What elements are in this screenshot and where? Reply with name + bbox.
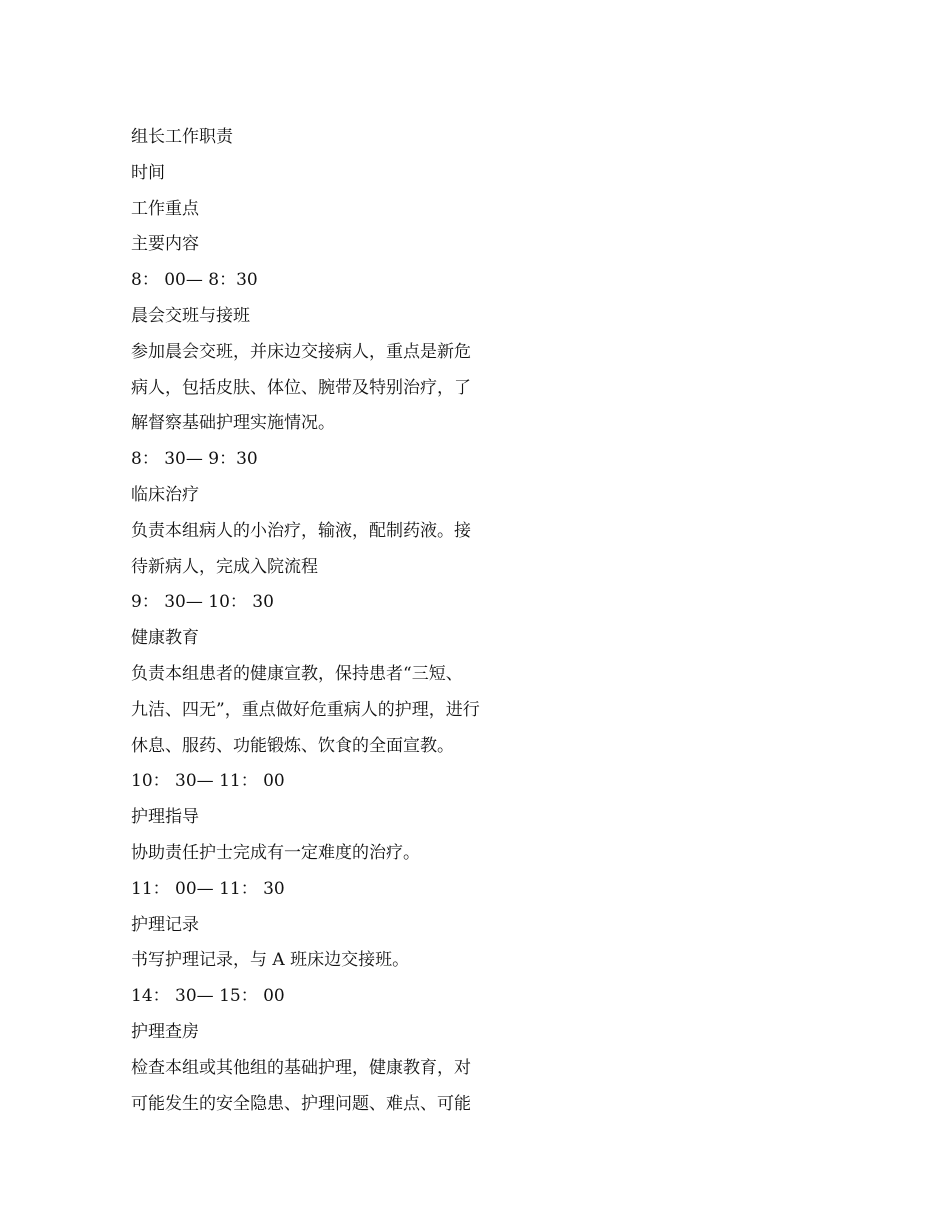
column-header-focus: 工作重点	[131, 198, 199, 219]
task-content-line: 协助责任护士完成有一定难度的治疗。	[131, 842, 420, 863]
task-content-line: 书写护理记录，与 A 班床边交接班。	[131, 950, 410, 971]
task-content-line: 参加晨会交班，并床边交接病人，重点是新危	[131, 341, 471, 362]
task-content-line: 病人，包括皮肤、体位、腕带及特别治疗，了	[131, 377, 471, 398]
time-slot: 8： 30— 9：30	[131, 449, 258, 470]
task-focus: 护理查房	[131, 1021, 199, 1042]
task-content-line: 负责本组病人的小治疗，输液，配制药液。接	[131, 520, 471, 541]
task-focus: 临床治疗	[131, 484, 199, 505]
document-body	[131, 122, 531, 1124]
task-focus: 护理记录	[131, 914, 199, 935]
task-focus: 护理指导	[131, 807, 199, 828]
doc-title: 组长工作职责	[131, 127, 233, 147]
task-content-line: 负责本组患者的健康宣教，保持患者“三短、	[131, 663, 463, 684]
task-content-line: 待新病人，完成入院流程	[131, 556, 318, 577]
task-content-line: 九洁、四无”，重点做好危重病人的护理，进行	[131, 699, 480, 720]
time-slot: 11： 00— 11： 30	[131, 878, 285, 899]
task-focus: 晨会交班与接班	[131, 305, 250, 326]
column-header-content: 主要内容	[131, 234, 199, 255]
task-content-line: 解督察基础护理实施情况。	[131, 413, 335, 434]
task-focus: 健康教育	[131, 628, 199, 649]
time-slot: 14： 30— 15： 00	[131, 986, 285, 1007]
task-content-line: 可能发生的安全隐患、护理问题、难点、可能	[131, 1093, 471, 1114]
task-content-line: 检查本组或其他组的基础护理，健康教育，对	[131, 1057, 471, 1078]
time-slot: 10： 30— 11： 00	[131, 771, 285, 792]
task-content-line: 休息、服药、功能锻炼、饮食的全面宣教。	[131, 735, 454, 756]
time-slot: 9： 30— 10： 30	[131, 592, 274, 613]
time-slot: 8： 00— 8：30	[131, 270, 258, 291]
column-header-time: 时间	[131, 162, 165, 183]
